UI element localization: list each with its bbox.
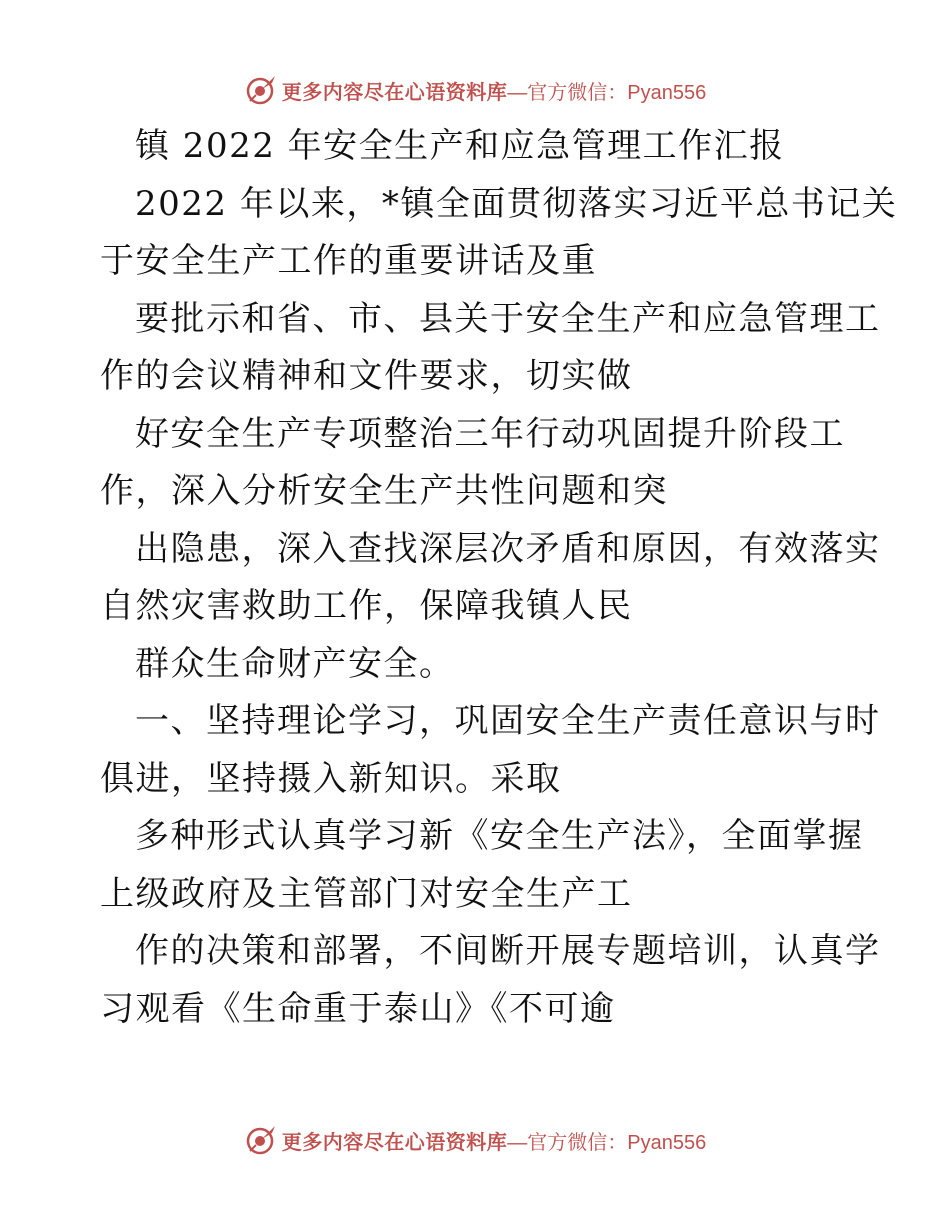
paragraph-line: 2022 年以来，*镇全面贯彻落实习近平总书记关 — [135, 183, 898, 224]
watermark-wechat-text: —官方微信：Pyan556 — [507, 81, 707, 104]
paragraph-line: 作的决策和部署，不间断开展专题培训，认真学 — [135, 931, 881, 971]
footer-watermark — [0, 1120, 950, 1160]
quill-logo-icon — [244, 73, 278, 107]
paragraph-line: 上级政府及主管部门对安全生产工 — [100, 873, 633, 914]
header-watermark — [0, 70, 950, 110]
quill-logo-icon — [244, 1123, 278, 1157]
section-heading-line: 一、坚持理论学习，巩固安全生产责任意识与时 — [135, 701, 881, 741]
paragraph-line: 群众生命财产安全。 — [135, 643, 455, 684]
paragraph-line: 俱进，坚持摄入新知识。采取 — [100, 758, 562, 799]
paragraph-line: 好安全生产专项整治三年行动巩固提升阶段工 — [135, 413, 845, 454]
paragraph-line: 习观看《生命重于泰山》《不可逾 — [100, 988, 616, 1029]
watermark-site-text: 更多内容尽在心语资料库 — [281, 1129, 508, 1154]
paragraph-line: 要批示和省、市、县关于安全生产和应急管理工 — [135, 298, 881, 339]
document-title: 镇 2022 年安全生产和应急管理工作汇报 — [135, 126, 785, 166]
paragraph-line: 作，深入分析安全生产共性问题和突 — [100, 471, 668, 511]
paragraph-line: 于安全生产工作的重要讲话及重 — [100, 241, 597, 281]
paragraph-line: 多种形式认真学习新《安全生产法》，全面掌握 — [135, 816, 864, 856]
watermark-wechat-text: —官方微信：Pyan556 — [507, 1131, 707, 1154]
paragraph-line: 出隐患，深入查找深层次矛盾和原因，有效落实 — [135, 528, 881, 569]
paragraph-line: 作的会议精神和文件要求，切实做 — [100, 356, 633, 396]
document-body — [100, 118, 898, 1038]
watermark-site-text: 更多内容尽在心语资料库 — [281, 79, 508, 104]
paragraph-line: 自然灾害救助工作，保障我镇人民 — [100, 586, 633, 626]
